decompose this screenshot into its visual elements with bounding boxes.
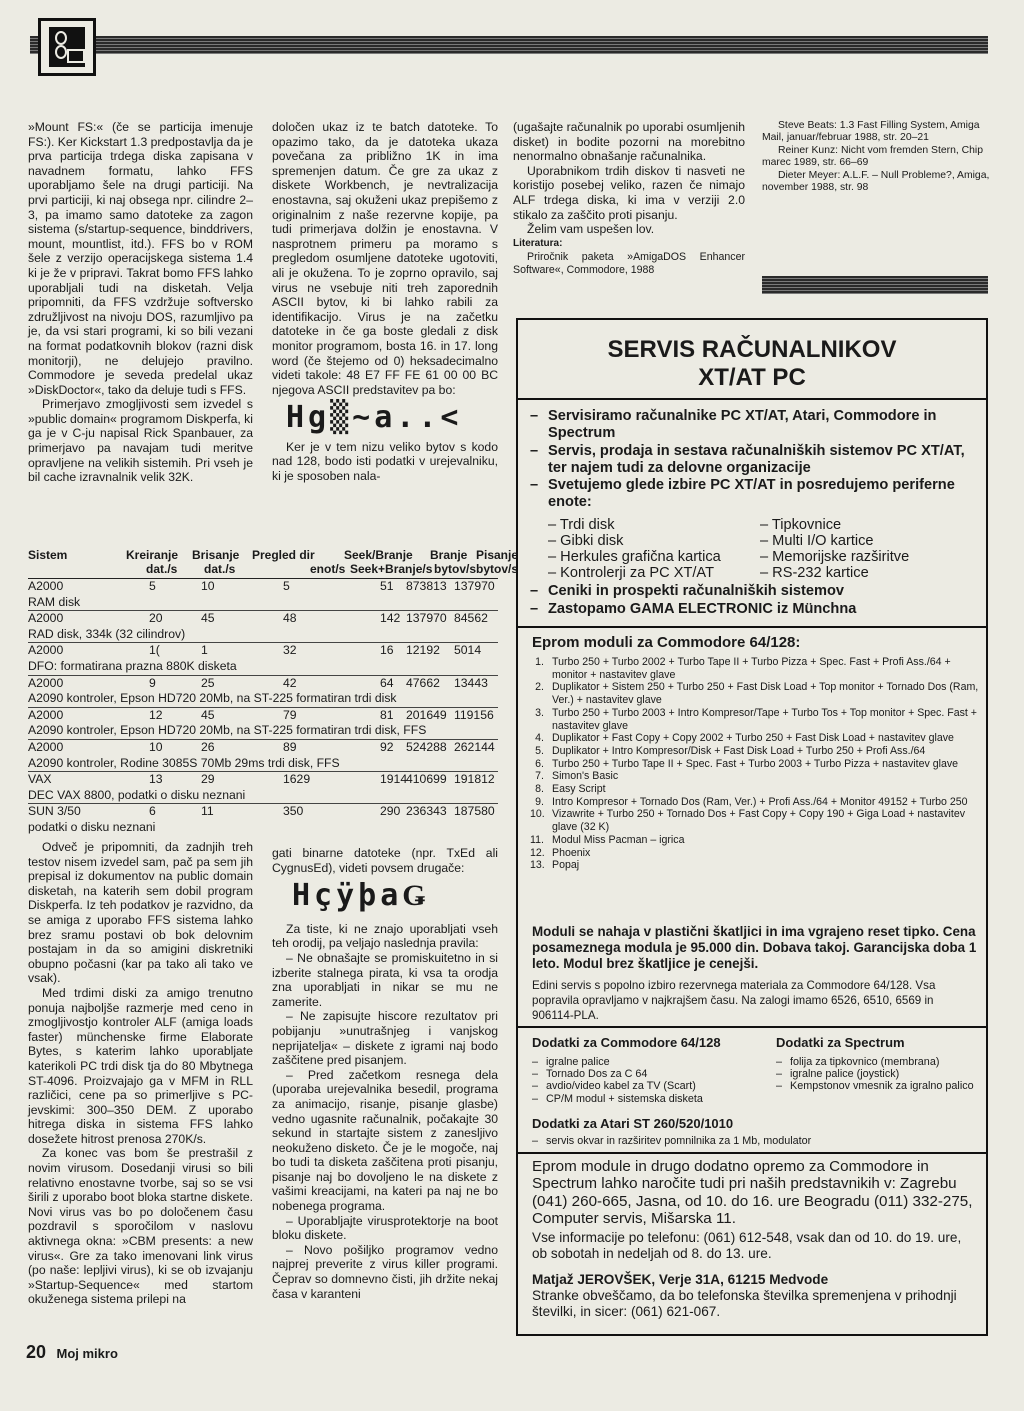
table-cell: 13443: [454, 675, 488, 690]
table-cell: 410699: [406, 772, 447, 787]
rule-item: – Uporabljajte virusprotektorje na boot bloku diskete.: [272, 1213, 498, 1243]
table-cell: 1(: [149, 643, 160, 658]
eprom-item-text: Duplikator + Intro Kompresor/Disk + Fast Disk Load + Turbo 250 + Profi Ass./64: [552, 744, 926, 757]
spectrum-accessories-title: Dodatki za Spectrum: [776, 1035, 905, 1050]
table-header-cell: Seek/Branje: [344, 548, 413, 562]
list-item: – igralne palice: [532, 1056, 772, 1068]
magazine-name: Moj mikro: [56, 1346, 118, 1361]
reference: Dieter Meyer: A.L.F. – Null Probleme?, Amiga, november 1988, str. 98: [762, 169, 990, 194]
paragraph: gati binarne datoteke (npr. TxEd ali CygnusEd), videti povsem drugače:: [272, 846, 498, 875]
table-cell: 11: [201, 804, 214, 819]
service-list: [528, 408, 980, 512]
contact-name: Matjaž JEROVŠEK, Verje 31A, 61215 Medvode: [532, 1272, 829, 1287]
eprom-item: [530, 847, 980, 860]
divider: [518, 1026, 986, 1028]
c64-accessories-list: [532, 1056, 772, 1105]
ad-title-line: SERVIS RAČUNALNIKOV: [607, 336, 897, 363]
paragraph: »Mount FS:« (če se particija imenuje FS:). Ker Kickstart 1.3 predpostavlja da je prva particija trdega diska zapisana v navadnem formatu, lahko FFS uporabljamo šele na drugi particiji. Na prvi particiji, ki naj obsega npr. cilindre 2–3, pa imamo samo datoteke za zagon sistema (s/startup-sequence, binddrivers, mount, mountlist, itd.). FFS bo v ROM šele z verzijo operacijskega sistema 1.4 ki je že v pripravi. Takrat bomo FFS lahko uporabljali tudi na disketah. Velja pripomniti, da FFS vzdržuje softversko združljivost na nivoju DOS, razumljivo pa je, da vsi stari programi, ki so bili vezani na format podatkovnih blokov (razni disk monitorji), ne delujejo pravilno. Commodore je seveda predelal ukaz »DiskDoctor«, tako da deluje tudi s FFS.: [28, 120, 253, 397]
table-cell: 10: [149, 739, 163, 754]
table-row-note: [28, 820, 498, 836]
eprom-item-number: 11.: [530, 833, 544, 846]
table-header-cell: Sistem: [28, 548, 68, 562]
paragraph: Želim vam uspešen lov.: [527, 222, 655, 237]
table-cell: DEC VAX 8800, podatki o disku neznani: [28, 787, 246, 802]
paragraph: Primerjavo zmogljivosti sem izvedel s »public domain« programom Diskperfa, ki ga je v C-ju napisal Rick Spanbauer, za primerjavo pa navajam tudi meritve opravljene na velikih sistemih. Pri vseh je bil cache izravnalnik velik 32K.: [28, 397, 253, 485]
table-cell: 142: [380, 611, 401, 626]
table-subheader-cell: bytov/s: [434, 562, 477, 576]
table-cell: 524288: [406, 739, 447, 754]
eprom-item-number: 10.: [530, 808, 545, 821]
table-row-note: [28, 756, 498, 772]
table-cell: 32: [283, 643, 297, 658]
table-row: [28, 642, 498, 659]
list-item: – folija za tipkovnico (membrana): [776, 1056, 976, 1068]
paragraph: Ker je v tem nizu veliko bytov s kodo nad 128, bodo isti podatki v urejevalniku, ki je sposoben nala-: [272, 439, 498, 484]
table-cell: 64: [380, 675, 394, 690]
list-item: – Kempstonov vmesnik za igralno palico: [776, 1080, 976, 1092]
table-cell: 13: [149, 772, 163, 787]
section-logo-icon: [38, 18, 96, 76]
header-bar: [30, 36, 988, 54]
reference: Reiner Kunz: Nicht vom fremden Stern, Chip marec 1989, str. 66–69: [762, 144, 984, 169]
service-item: – Svetujemo glede izbire PC XT/AT in posredujemo periferne enote:: [528, 477, 980, 512]
table-cell: 89: [283, 739, 297, 754]
table-cell: SUN 3/50: [28, 804, 81, 819]
part-item: – Trdi disk: [548, 517, 615, 533]
table-cell: 45: [201, 611, 215, 626]
eprom-item-text: Vizawrite + Turbo 250 + Tornado Dos + Fast Copy + Copy 190 + Giga Load + nastavitev glave (32 K): [552, 808, 966, 834]
eprom-item-text: Popaj: [552, 859, 580, 872]
list-item: – avdio/video kabel za TV (Scart): [532, 1080, 772, 1092]
table-cell: A2000: [28, 643, 64, 658]
part-item: – Multi I/O kartice: [760, 533, 874, 549]
table-cell: 201649: [406, 707, 447, 722]
table-cell: A2000: [28, 675, 64, 690]
eprom-item: [530, 834, 980, 847]
table-subheader-cell: Seek+Branje/s: [350, 562, 433, 576]
service-note: Edini servis s popolno izbiro rezervnega materiala za Commodore 64/128. Vsa popravila opravljamo v najkrajšem času. Na zalogi imamo 6526, 6510, 6569 in 906114-PLA.: [532, 979, 936, 1022]
table-header-cell: Branje: [430, 548, 468, 562]
table-row-note: [28, 788, 498, 804]
table-cell: 48: [283, 611, 297, 626]
rule-item: – Ne zapisujte hiscore rezultatov pri pobijanju »unutrašnjeg i vanjskog neprijatelja« – diskete z igrami naj bodo zaščitene pred pisanjem.: [272, 1009, 498, 1068]
table-body: [28, 579, 498, 836]
table-cell: 236343: [406, 804, 447, 819]
service-item: – Servisiramo računalnike PC XT/AT, Atari, Commodore in Spectrum: [528, 408, 980, 443]
table-row-note: [28, 691, 498, 707]
paragraph: Odveč je pripomniti, da zadnjih treh testov nisem izvedel sam, pač pa sem jih prepisal iz dokumentov na public domain disketah, na katerih sem dobil program Diskperfa. Iz teh podatkov je razvidno, da se amiga z uporabo FFS sistema lahko brez sramu postavi ob bok delovnim postajam in da so amigini diskretniki obupno počasni (kar pa tako ali tako ve vsak).: [28, 840, 253, 986]
page-number: 20: [26, 1342, 47, 1362]
table-row-note: [28, 595, 498, 611]
list-item: – servis okvar in razširitev pomnilnika za 1 Mb, modulator: [532, 1135, 972, 1147]
benchmark-table: [28, 548, 519, 836]
ad-title: [516, 336, 988, 392]
table-subheader-cell: bytov/s: [476, 562, 519, 576]
eprom-item: [530, 707, 980, 732]
references-column: [762, 120, 990, 194]
list-item: – CP/M modul + sistemska disketa: [532, 1093, 772, 1105]
table-cell: 12192: [406, 643, 440, 658]
eprom-note: Moduli se nahaja v plastični škatljici in ima vgrajeno reset tipko. Cena posameznega modula je 95.000 din. Dobava takoj. Garancijska doba 1 leto. Modul brez škatljice je cenejši.: [532, 924, 977, 972]
literature-label: Literatura:: [513, 237, 563, 249]
table-cell: 42: [283, 675, 297, 690]
eprom-item: [530, 758, 980, 771]
virus-ascii-glyphs: Hg▒~a..<: [286, 400, 463, 436]
table-cell: 5: [149, 579, 156, 593]
eprom-item-text: Turbo 250 + Turbo 2003 + Intro Kompresor/Tape + Turbo Tos + Top monitor + Spec. Fast + nastavitev glave: [552, 706, 977, 732]
page-footer: [26, 1342, 118, 1363]
service-item: – Ceniki in prospekti računalniških sistemov: [528, 583, 980, 601]
divider: [518, 1152, 986, 1154]
table-header: [28, 548, 519, 579]
article-column-2: [272, 120, 498, 484]
table-cell: 16: [380, 643, 394, 658]
table-cell: 187580: [454, 804, 495, 819]
part-item: – Memorijske razširitve: [760, 549, 910, 565]
eprom-item-number: 12.: [530, 846, 545, 859]
spectrum-accessories-list: [776, 1056, 976, 1093]
eprom-item-text: Easy Script: [552, 783, 606, 796]
article-column-1: [28, 120, 253, 485]
service-item: – Servis, prodaja in sestava računalniških sistemov PC XT/AT, ter najem tudi za delovne organizacije: [528, 443, 980, 478]
table-cell: 137970: [406, 611, 447, 626]
eprom-item-number: 8.: [535, 783, 544, 796]
eprom-item-number: 5.: [535, 744, 544, 757]
contact-info: [532, 1272, 978, 1321]
paragraph: Uporabnikom trdih diskov ti nasveti ne koristijo posebej veliko, razen če nimajo ALF trdega diska, ki ima v verziji 2.0 stikalo za zaščito proti pisanju.: [513, 163, 745, 222]
eprom-item-text: Duplikator + Sistem 250 + Turbo 250 + Fast Disk Load + Top monitor + Tornado Dos (Ram, Ver.) + nastavitev glave: [552, 681, 979, 707]
table-cell: 1914: [380, 772, 408, 787]
table-cell: A2090 kontroler, Rodine 3085S 70Mb 29ms trdi disk, FFS: [28, 755, 340, 770]
eprom-item-text: Modul Miss Pacman – igrica: [552, 833, 685, 846]
table-cell: 5: [283, 579, 290, 593]
contact-note: Stranke obveščamo, da bo telefonska številka spremenjena v prihodnji številki, in sicer: (061) 621-067.: [532, 1288, 957, 1320]
table-cell: VAX: [28, 772, 52, 787]
reference: Steve Beats: 1.3 Fast Filling System, Amiga Mail, januar/februar 1988, str. 20–21: [762, 120, 980, 144]
table-cell: A2000: [28, 739, 64, 754]
eprom-item-number: 2.: [535, 681, 544, 694]
part-item: – Tipkovnice: [760, 517, 842, 533]
part-item: – RS-232 kartice: [760, 565, 869, 581]
eprom-item-number: 6.: [535, 757, 544, 770]
eprom-item-text: Duplikator + Fast Copy + Copy 2002 + Turbo 250 + Fast Disk Load + nastavitev glave: [552, 732, 954, 745]
table-cell: 873813: [406, 579, 447, 593]
eprom-item: [530, 770, 980, 783]
article-column-1-continued: [28, 840, 253, 1307]
table-subheader-cell: enot/s: [310, 562, 346, 576]
eprom-item-number: 3.: [535, 706, 544, 719]
rule-item: – Ne obnašajte se promiskuitetno in si izberite stalnega pirata, ki vsa ta orodja zna uporabljati in nikar se mu ne zamerite.: [272, 950, 498, 1009]
table-row-note: [28, 659, 498, 675]
ad-header-bar: [762, 276, 988, 294]
eprom-item-number: 7.: [535, 770, 544, 783]
table-header-cell: Brisanje: [192, 548, 240, 562]
table-row-note: [28, 627, 498, 643]
eprom-item: [530, 656, 980, 681]
table-cell: 81: [380, 707, 394, 722]
table-cell: 84562: [454, 611, 488, 626]
eprom-item-text: Turbo 250 + Turbo Tape II + Spec. Fast + Turbo 2003 + Turbo Pizza + nastavitev glave: [552, 757, 959, 770]
paragraph: Za konec vas bom še prestrašil z novim virusom. Dosedanji virusi so bili relativno enostavne tvorbe, saj so se vsi širili z uporabo boot bloka startne diskete. Novi virus vas bo po določenem času pozdravil s sporočilom v naslovu aktivnega okna: »CBM presents: a new virus«. Gre za tako imenovani link virus (po naše: lepljivi virus), ki se ob izvajanju »Startup-Sequence« med startom okuženega sistema prilepi na: [28, 1146, 253, 1307]
table-row: [28, 803, 498, 820]
eprom-item-text: Turbo 250 + Turbo 2002 + Turbo Tape II + Turbo Pizza + Spec. Fast + Profi Ass./64 + monitor + nastavitev glave: [552, 656, 951, 681]
table-row: [28, 579, 498, 595]
eprom-item-number: 4.: [535, 732, 544, 745]
table-cell: 51: [380, 579, 394, 593]
list-item: – igralne palice (joystick): [776, 1068, 976, 1080]
eprom-title: Eprom moduli za Commodore 64/128:: [532, 634, 801, 651]
divider: [518, 398, 986, 400]
table-row: [28, 675, 498, 692]
table-cell: 29: [201, 772, 215, 787]
table-cell: RAD disk, 334k (32 cilindrov): [28, 626, 186, 641]
service-item: – Zastopamo GAMA ELECTRONIC iz Münchna: [528, 601, 980, 619]
table-cell: A2000: [28, 579, 64, 593]
table-row: [28, 610, 498, 627]
table-cell: 6: [149, 804, 156, 819]
eprom-list: [530, 656, 980, 872]
table-subheader-cell: dat./s: [146, 562, 178, 576]
table-subheader-cell: dat./s: [204, 562, 236, 576]
eprom-item: [530, 745, 980, 758]
eprom-item-text: Phoenix: [552, 846, 591, 859]
table-cell: A2000: [28, 707, 64, 722]
representatives-note: Eprom module in drugo dodatno opremo za Commodore in Spectrum lahko naročite tudi pri naših predstavnikih v: Zagrebu (041) 260-665, Jasna, od 10. do 16. ure Beogradu (011) 332-275, Computer servis, Mišarska 11.: [532, 1158, 973, 1227]
table-header-cell: Pisanje: [476, 548, 519, 562]
table-cell: 47662: [406, 675, 440, 690]
table-row: [28, 707, 498, 724]
table-cell: 45: [201, 707, 215, 722]
table-cell: RAM disk: [28, 594, 81, 609]
paragraph: Za tiste, ki ne znajo uporabljati vseh teh orodij, pa veljajo naslednja pravila:: [272, 921, 498, 951]
table-cell: 20: [149, 611, 163, 626]
table-row: [28, 739, 498, 756]
table-cell: podatki o disku neznani: [28, 819, 156, 834]
eprom-item-number: 9.: [535, 795, 544, 808]
part-item: – Herkules grafična kartica: [548, 549, 721, 565]
atari-accessories-title: Dodatki za Atari ST 260/520/1010: [532, 1116, 734, 1131]
service-list-2: [528, 583, 980, 618]
article-column-3: [513, 120, 745, 276]
eprom-item: [530, 732, 980, 745]
table-cell: 92: [380, 739, 394, 754]
article-column-2-continued: [272, 846, 498, 1301]
rule-item: – Novo pošiljko programov vedno najprej preverite z virus killer programi. Čeprav so domnevno čisti, jih držite nekaj časa v karanteni: [272, 1242, 498, 1301]
eprom-item-text: Intro Kompresor + Tornado Dos (Ram, Ver.) + Profi Ass./64 + Monitor 49152 + Turbo 250: [552, 795, 968, 808]
eprom-item: [530, 783, 980, 796]
part-item: – Gibki disk: [548, 533, 624, 549]
table-cell: 12: [149, 707, 163, 722]
table-cell: A2090 kontroler, Epson HD720 20Mb, na ST-225 formatiran trdi disk: [28, 691, 397, 706]
ad-title-line: XT/AT PC: [698, 364, 806, 391]
table-cell: A2090 kontroler, Epson HD720 20Mb, na ST-225 formatiran trdi disk, FFS: [28, 723, 427, 738]
eprom-item-number: 1.: [535, 656, 544, 668]
c64-accessories-title: Dodatki za Commodore 64/128: [532, 1035, 721, 1050]
table-cell: 25: [201, 675, 215, 690]
table-cell: 79: [283, 707, 297, 722]
eprom-item: [530, 808, 980, 833]
table-cell: 1629: [283, 772, 311, 787]
rule-item: – Pred začetkom resnega dela (uporaba urejevalnika besedil, programa za animacijo, risanje, pisanje glasbe) vedno ugasnite računalnik, počakajte 30 sekund in startajte sistem z zanesljivo neokuženo disketo. Če je le mogoče, naj bo tudi ta disketa zaščitena proti pisanju, pisanje naj bo dovoljeno le na diskete z vašimi kreacijami, na kateri pa naj ne bo nobenega programa.: [272, 1067, 498, 1214]
table-cell: 262144: [454, 739, 495, 754]
table-cell: 119156: [454, 707, 494, 722]
eprom-item: [530, 796, 980, 809]
table-cell: 10: [201, 579, 215, 593]
table-cell: 137970: [454, 579, 495, 593]
eprom-item: [530, 681, 980, 706]
paragraph: Med trdimi diski za amigo trenutno ponuja najboljše razmerje med ceno in zmogljivostjo kontroler ALF (amiga loads faster) münchenske firme Elaborate Bytes, s katerim lahko uporabljate katerikoli PC trdi disk tja do 80 Mbytnega ST-4096. Proizvajajo ga v MFM in RLL različici, cene pa so primerljive s PC-jevskimi: 300–350 DEM. Z uporabo hitrega diska in sistema FFS lahko dosežete hitrost prenosa 270K/s.: [28, 985, 253, 1146]
eprom-item-text: Simon's Basic: [552, 770, 619, 783]
table-cell: 350: [283, 804, 304, 819]
table-row: [28, 771, 498, 788]
table-cell: 191812: [454, 772, 495, 787]
table-cell: 1: [201, 643, 208, 658]
table-cell: 9: [149, 675, 156, 690]
virus-hex-glyphs: HçÿþaǤ: [292, 878, 430, 914]
list-item: – Tornado Dos za C 64: [532, 1068, 772, 1080]
divider: [518, 626, 986, 628]
eprom-item-number: 13.: [530, 859, 545, 872]
atari-accessories-list: [532, 1135, 972, 1147]
table-header-cell: Pregled dir: [252, 548, 315, 562]
table-cell: 290: [380, 804, 401, 819]
phone-info: Vse informacije po telefonu: (061) 612-548, vsak dan od 10. do 19. ure, ob sobotah in nedeljah od 8. do 13. ure.: [532, 1230, 962, 1262]
eprom-item: [530, 859, 980, 872]
literature-entry: Priročnik paketa »AmigaDOS Enhancer Software«, Commodore, 1988: [513, 251, 745, 276]
part-item: – Kontrolerji za PC XT/AT: [548, 565, 714, 581]
paragraph: določen ukaz iz te batch datoteke. To opazimo tako, da je datoteka ukaza povečana za približno 1K in ima spremenjen datum. Če gre za ukaz z diskete Workbench, je nevtralizacija enostavna, saj okuženi ukaz prepišemo z originalnim z naše rezervne kopije, pa tudi primerjava dolžin je enostavna. V nasprotnem primeru pa moramo s pregledom osumljene datoteke ugotoviti, ali je okužena. To je zoprno opravilo, saj virus ne vsebuje niti treh zaporednih ASCII bytov, ki bi lahko rabili za identifikacijo. Virus je na začetku datoteke in če ga boste gledali z disk monitor programom, bosta 16. in 17. long word (če štejemo od 0) heksadecimalno videti takole: 48 E7 FF FE 61 00 00 BC njegova ASCII predstavitev pa bo:: [272, 120, 498, 397]
table-cell: A2000: [28, 611, 64, 626]
table-row-note: [28, 723, 498, 739]
paragraph: (ugašajte računalnik po uporabi osumljenih disket) in bodite pozorni na morebitno nenormalno obnašanje računalnika.: [513, 120, 745, 164]
table-cell: DFO: formatirana prazna 880K disketa: [28, 658, 237, 673]
table-header-cell: Kreiranje: [126, 548, 179, 562]
table-cell: 5014: [454, 643, 482, 658]
table-cell: 26: [201, 739, 215, 754]
